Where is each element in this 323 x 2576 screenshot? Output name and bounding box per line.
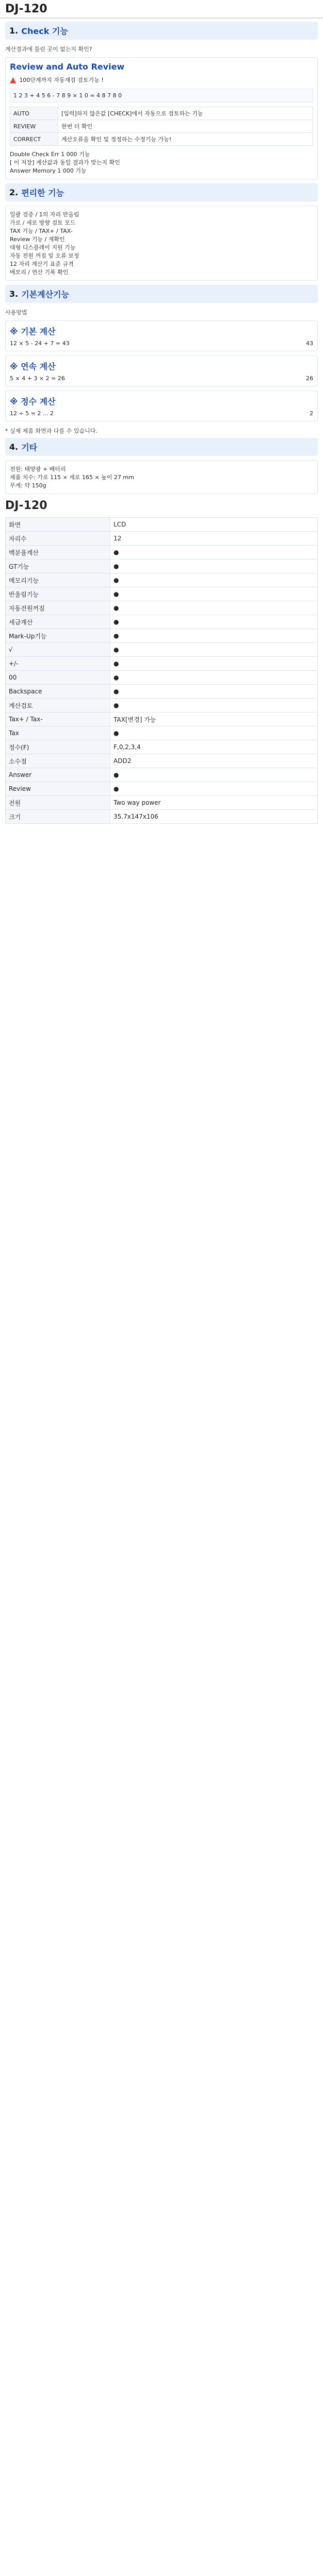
check-note: [ 이 저장] 계산값과 동일 결과가 맞는지 확인 [10,159,120,166]
spec-row [6,768,318,782]
check-row [10,133,313,146]
spec-key: Review [6,782,110,796]
spec-value: ● [110,782,318,796]
check-note: Double Check Err 1 000 기능 [10,151,90,158]
calc-block [5,391,318,421]
spec-value: TAX[변경] 가능 [110,713,318,726]
calc-block [5,355,318,386]
spec-key: 백분율계산 [6,546,110,560]
spec-row [6,699,318,713]
spec-value: ● [110,726,318,740]
spec-row [6,713,318,726]
page-title [0,0,323,19]
calc-result: 43 [306,340,313,347]
spec-value: ● [110,643,318,657]
spec-row [6,587,318,601]
spec-row [6,573,318,587]
spec-value: ● [110,546,318,560]
section-title: 기타 [21,443,38,452]
page-title-text: DJ-120 [5,2,47,15]
check-intro: 계산결과에 틀린 곳이 없는지 확인? [5,46,92,53]
spec-key: 정수(F) [6,740,110,754]
convenience-box [5,206,318,281]
etc-item: 전원: 태양광 + 배터리 [10,466,66,472]
spec-key: GT기능 [6,560,110,573]
spec-row [6,532,318,546]
spec-key: √ [6,643,110,657]
section-title: Check 기능 [21,26,68,36]
spec-value: Two way power [110,796,318,810]
spec-title: DJ-120 [5,499,47,512]
spec-value: ● [110,615,318,629]
calc-note: * 실제 제품 화면과 다를 수 있습니다. [5,428,98,434]
section-number: 4. [9,442,19,452]
spec-row [6,782,318,796]
section-convenience [5,183,318,201]
check-value: [입력]하지 않은값 [CHECK]에서 자동으로 검토하는 기능 [58,107,313,120]
spec-row [6,726,318,740]
convenience-item: 대형 디스플레이 지원 기능 [10,244,76,251]
spec-key: 자동전원꺼짐 [6,601,110,615]
sequence-text: 1 2 3 + 4 5 6 - 7 8 9 × 1 0 = 4 8 7 8 0 [13,92,122,99]
spec-row [6,615,318,629]
spec-row [6,740,318,754]
spec-key: 소수점 [6,754,110,768]
section-number: 3. [9,289,19,299]
sequence-example [10,89,313,103]
spec-row [6,560,318,573]
section-calc [5,285,318,303]
calc-example: 12 ÷ 5 = 2 ... 2 [10,410,54,417]
check-row [10,107,313,120]
section-title: 기본계산기능 [21,290,69,299]
spec-row [6,754,318,768]
calc-intro: 사용방법 [5,309,27,316]
spec-key: 자리수 [6,532,110,546]
spec-row [6,546,318,560]
etc-box [5,460,318,494]
spec-row [6,643,318,657]
section-check [5,22,318,40]
check-value: 한번 더 확인 [58,120,313,133]
spec-value: LCD [110,518,318,532]
spec-value: ● [110,768,318,782]
check-table [10,107,313,146]
section-number: 2. [9,188,19,197]
spec-row [6,657,318,671]
spec-value: ● [110,671,318,685]
spec-key: Backspace [6,685,110,699]
check-note: Answer Memory 1 000 기능 [10,167,87,174]
spec-value: ● [110,560,318,573]
spec-key: Answer [6,768,110,782]
check-row [10,120,313,133]
calc-example: 5 × 4 + 3 × 2 = 26 [10,375,65,382]
calc-block [5,320,318,351]
convenience-item: 메모리 / 연산 기록 확인 [10,269,69,276]
check-key: REVIEW [10,120,58,133]
spec-key: 전원 [6,796,110,810]
convenience-item: 자동 전원 꺼짐 및 오류 보정 [10,252,79,259]
spec-value: ADD2 [110,754,318,768]
etc-item: 제품 치수: 가로 115 × 세로 165 × 높이 27 mm [10,474,134,481]
spec-row [6,518,318,532]
convenience-item: 가로 / 세로 방향 검토 모드 [10,219,76,226]
spec-table [5,517,318,824]
spec-key: 계산검토 [6,699,110,713]
spec-row [6,796,318,810]
warning-icon: ▲ [10,75,17,84]
check-value: 계산오류을 확인 및 정정하는 수정기능 가능! [58,133,313,146]
spec-value: ● [110,685,318,699]
spec-key: 크기 [6,810,110,824]
spec-value: 35.7x147x106 [110,810,318,824]
calc-label: ※ 정수 계산 [10,397,56,406]
calc-label: ※ 연속 계산 [10,362,56,371]
spec-row [6,810,318,824]
spec-key: Tax+ / Tax- [6,713,110,726]
spec-value: 12 [110,532,318,546]
calc-result: 26 [306,375,313,382]
spec-key: Mark-Up기능 [6,629,110,643]
review-label: Review and Auto Review [10,62,125,72]
convenience-item: Review 기능 / 재확인 [10,236,65,243]
spec-value: ● [110,573,318,587]
convenience-item: 12 자리 계산기 표준 규격 [10,261,74,267]
spec-row [6,601,318,615]
calc-result: 2 [310,410,313,417]
spec-row [6,671,318,685]
spec-key: 세금계산 [6,615,110,629]
spec-key: Tax [6,726,110,740]
calc-example: 12 × 5 - 24 + 7 = 43 [10,340,70,347]
section-title: 편리한 기능 [21,188,64,198]
spec-row [6,629,318,643]
review-box [5,57,318,179]
spec-value: ● [110,699,318,713]
spec-value: ● [110,587,318,601]
spec-row [6,685,318,699]
spec-value: ● [110,629,318,643]
check-key: AUTO [10,107,58,120]
convenience-item: TAX 기능 / TAX+ / TAX- [10,228,73,234]
review-desc: 100단계까지 자동재검 검토기능 ! [19,76,104,83]
section-number: 1. [9,26,19,36]
section-etc [5,438,318,456]
check-key: CORRECT [10,133,58,146]
spec-key: +/- [6,657,110,671]
spec-key: 메모리기능 [6,573,110,587]
spec-value: ● [110,657,318,671]
spec-value: ● [110,601,318,615]
spec-key: 화면 [6,518,110,532]
spec-value: F,0,2,3,4 [110,740,318,754]
spec-key: 반올림기능 [6,587,110,601]
spec-key: 00 [6,671,110,685]
convenience-item: 일괄 검증 / 1의 자리 반올림 [10,211,79,218]
calc-label: ※ 기본 계산 [10,327,56,336]
etc-item: 무게: 약 150g [10,482,46,489]
